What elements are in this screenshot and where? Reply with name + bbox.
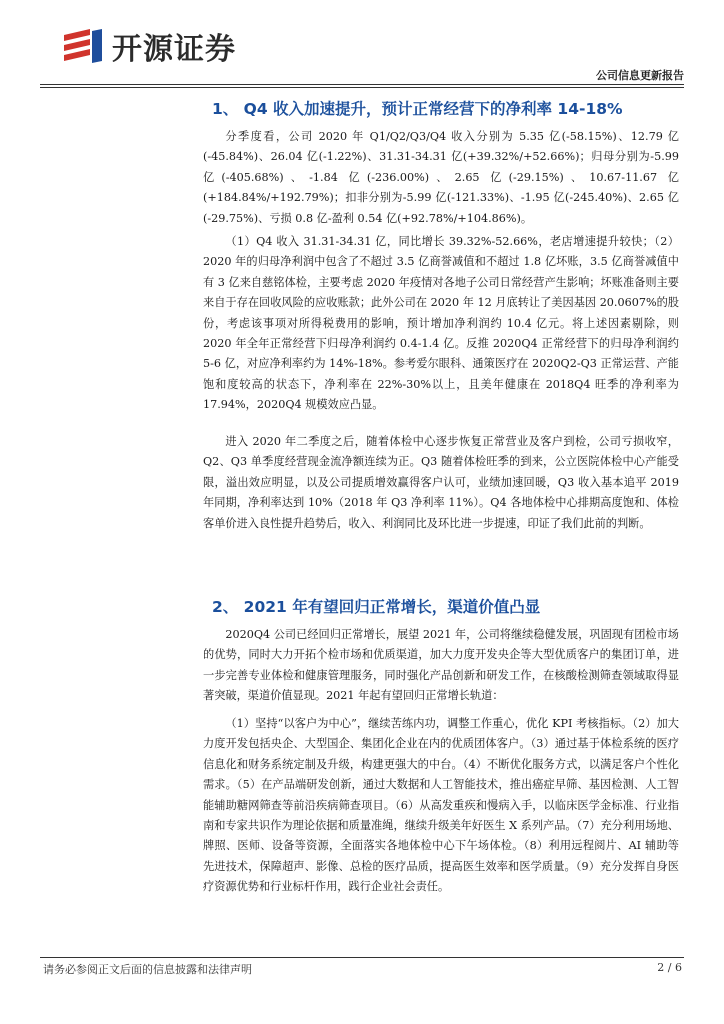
page-number: 2 / 6: [657, 961, 682, 974]
paragraph-text: （1）坚持“以客户为中心”，继续苦练内功，调整工作重心，优化 KPI 考核指标。（2）加大力度开发包括央企、大型国企、集团化企业在内的优质团体客户。（3）通过基于体检系统的医疗信息化和财务系统定制及升级，构建更强大的中台。（4）不断优化服务方式，以满足客户个性化需求。（5）在产品端研发创新，通过大数据和人工智能技术，推出癌症早筛、基因检测、人工智能辅助糖网筛查等前沿疾病筛查项目。（6）从高发重疾和慢病入手，以临床医学金标准、行业指南和专家共识作为理论依据和质量准绳，继续升级美年好医生 X 系列产品。（7）充分利用场地、牌照、医师、设备等资源，全面落实各地体检中心下午场体检。（8）利用远程阅片、AI 辅助等先进技术，保障超声、影像、总检的医疗品质，提高医生效率和医学质量。（9）充分发挥自身医疗资源优势和行业标杆作用，践行企业社会责任。: [203, 717, 679, 894]
section-1-para-1: [203, 127, 679, 229]
brand-name: 开源证券: [112, 32, 236, 67]
section-1-title: 1、 Q4 收入加速提升，预计正常经营下的净利率 14-18%: [212, 100, 623, 118]
report-type: 公司信息更新报告: [596, 69, 684, 82]
paragraph-text: （1）Q4 收入 31.31-34.31 亿，同比增长 39.32%-52.66%，老店增速提升较快；（2）2020 年的归母净利润中包含了不超过 3.5 亿商誉减值和不超过 1.8 亿坏账，3.5 亿商誉减值中有 3 亿来自慈铭体检，主要考虑 2020 年疫情对各地子公司日常经营产生影响；坏账准备则主要来自于存在回收风险的应收账款；此外公司在 2020 年 12 月底转让了美因基因 20.0607%的股份，考虑该事项对所得税费用的影响，预计增加净利润约 10.4 亿元。将上述因素剔除，则 2020 年全年正常经营下归母净利润约 0.4-1.4 亿。反推 2020Q4 正常经营下的归母净利润约 5-6 亿，对应净利率约为 14%-18%。参考爱尔眼科、通策医疗在 2020Q2-Q3 正常运营、产能饱和度较高的状态下，净利率在 22%-30%以上，且美年健康在 2018Q4 旺季的净利率为 17.94%，2020Q4 规模效应凸显。: [203, 235, 679, 412]
section-2-title: 2、 2021 年有望回归正常增长，渠道价值凸显: [212, 598, 541, 616]
section-2-para-1: [203, 625, 679, 707]
paragraph-text: 2020Q4 公司已经回归正常增长，展望 2021 年，公司将继续稳健发展，巩固现有团检市场的优势，同时大力开拓个检市场和优质渠道，加大力度开发央企等大型优质客户的集团订单，进一步完善专业体检和健康管理服务，同时强化产品创新和研发工作，在核酸检测筛查领域取得显著突破，渠道价值显现。2021 年起有望回归正常增长轨道：: [203, 628, 679, 703]
brand-logo: [60, 26, 236, 66]
section-2-para-2: [203, 714, 679, 898]
section-1-para-2: [203, 232, 679, 416]
paragraph-text: 进入 2020 年二季度之后，随着体检中心逐步恢复正常营业及客户到检，公司亏损收窄，Q2、Q3 单季度经营现金流净额连续为正。Q3 随着体检旺季的到来，公立医院体检中心产能受限，溢出效应明显，以及公司提质增效赢得客户认可，业绩加速回暖，Q3 收入基本追平 2019 年同期，净利率达到 10%（2018 年 Q3 净利率 11%）。Q4 各地体检中心排期高度饱和、体检客单价进入良性提升趋势后，收入、利润同比及环比进一步提速，印证了我们此前的判断。: [203, 435, 679, 530]
footer-disclaimer: 请务必参阅正文后面的信息披露和法律声明: [43, 963, 252, 976]
header-divider-thin: [40, 87, 684, 88]
paragraph-text: 分季度看，公司 2020 年 Q1/Q2/Q3/Q4 收入分别为 5.35 亿(-58.15%)、12.79 亿(-45.84%)、26.04 亿(-1.22%)、31.31-34.31 亿(+39.32%/+52.66%)；归母分别为-5.99 亿(-405.68%)、-1.84 亿(-236.00%)、2.65 亿(-29.15%)、10.67-11.67 亿(+184.84%/+192.79%)；扣非分别为-5.99 亿(-121.33%)、-1.95 亿(-245.40%)、2.65 亿(-29.75%)、亏损 0.8 亿-盈利 0.54 亿(+92.78%/+104.86%)。: [203, 130, 679, 225]
brand-mark-icon: [60, 27, 104, 65]
section-1-para-3: [203, 432, 679, 534]
header-divider: [40, 84, 684, 85]
footer-divider: [40, 957, 684, 958]
